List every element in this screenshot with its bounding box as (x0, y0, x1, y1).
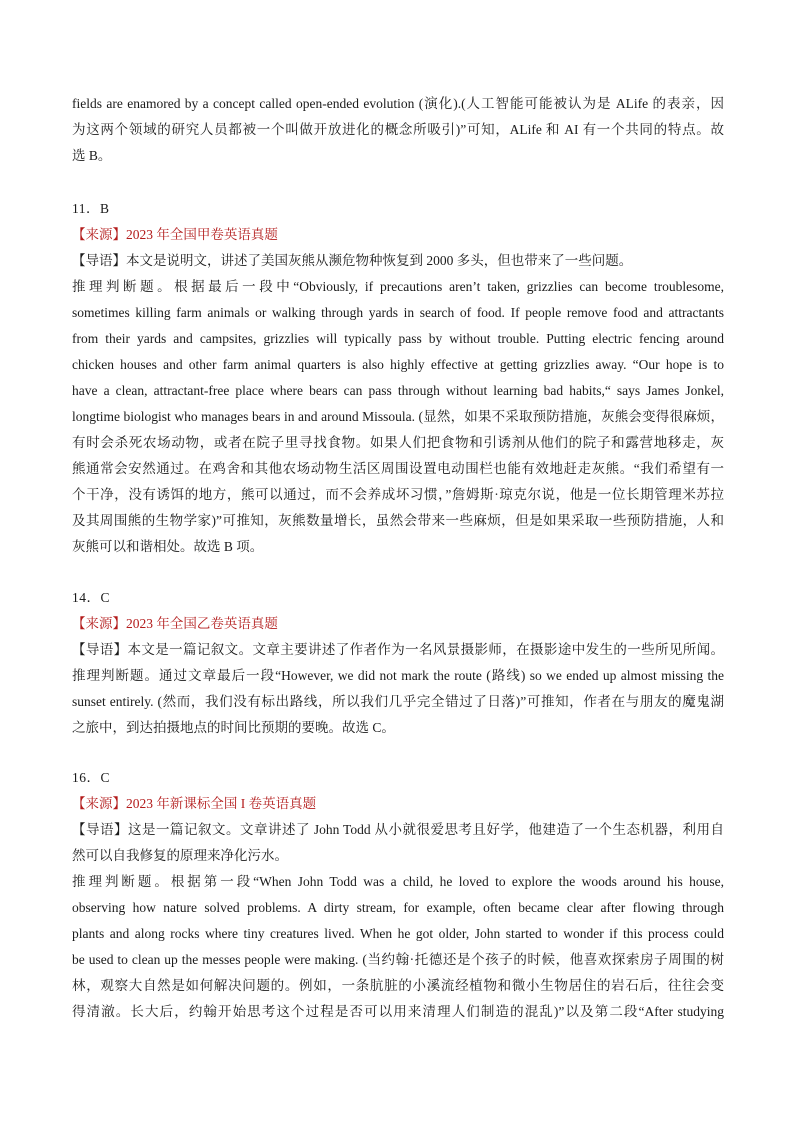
text-line: 【导语】本文是一篇记叙文。文章主要讲述了作者作为一名风景摄影师，在摄影途中发生的一些所见所闻。 (72, 642, 724, 657)
text-line: 个干净，没有诱饵的地方，熊可以通过，而不会养成坏习惯，”詹姆斯·琼克尔说，他是一位长期管理米苏拉 (72, 487, 724, 502)
text-line: sunset entirely. (然而，我们没有标出路线，所以我们几乎完全错过了日落)”可推知，作者在与朋友的魔鬼湖 (72, 694, 724, 709)
text-line: 有时会杀死农场动物，或者在院子里寻找食物。如果人们把食物和引诱剂从他们的院子和露营地移走，灰 (72, 435, 724, 450)
source-line: 【来源】2023 年全国乙卷英语真题 (72, 616, 278, 631)
answer-number: 14．C (72, 590, 111, 605)
text-line: fields are enamored by a concept called open-ended evolution (演化).(人工智能可能被认为是 ALife 的表亲，因 (72, 96, 724, 111)
text-line: 推理判断题。根据最后一段中“Obviously, if precautions aren’t taken, grizzlies can become troublesome, (72, 279, 724, 294)
text-line: from their yards and campsites, grizzlies will typically pass by without trouble. Putting electric fencing around (72, 331, 724, 346)
source-line: 【来源】2023 年全国甲卷英语真题 (72, 227, 278, 242)
answer-number: 11．B (72, 201, 110, 216)
source-line: 【来源】2023 年新课标全国 I 卷英语真题 (72, 796, 317, 811)
text-line: observing how nature solved problems. A dirty stream, for example, often became clear after flowing through (72, 900, 724, 915)
text-line: 为这两个领域的研究人员都被一个叫做开放进化的概念所吸引)”可知，ALife 和 AI 有一个共同的特点。故 (72, 122, 724, 137)
text-line: 推理判断题。根据第一段“When John Todd was a child, he loved to explore the woods around his house, (72, 874, 724, 889)
text-line: 得清澈。长大后，约翰开始思考这个过程是否可以用来清理人们制造的混乱)”以及第二段“After studying (72, 1004, 724, 1019)
intro-section (72, 91, 724, 169)
text-line: 选 B。 (72, 148, 112, 163)
text-line: 【导语】这是一篇记叙文。文章讲述了 John Todd 从小就很爱思考且好学，他建造了一个生态机器，利用自 (72, 822, 724, 837)
text-line: 【导语】本文是说明文，讲述了美国灰熊从濒危物种恢复到 2000 多头，但也带来了一些问题。 (72, 253, 633, 268)
answer-11-section (72, 196, 724, 560)
text-line: 及其周围熊的生物学家)”可推知，灰熊数量增长，虽然会带来一些麻烦，但是如果采取一些预防措施，人和 (72, 513, 724, 528)
text-line: 熊通常会安然通过。在鸡舍和其他农场动物生活区周围设置电动围栏也能有效地赶走灰熊。“我们希望有一 (72, 461, 724, 476)
text-line: 灰熊可以和谐相处。故选 B 项。 (72, 539, 264, 554)
text-line: be used to clean up the messes people were making. (当约翰·托德还是个孩子的时候，他喜欢探索房子周围的树 (72, 952, 724, 967)
text-line: 林，观察大自然是如何解决问题的。例如，一条肮脏的小溪流经植物和微小生物居住的岩石后，往往会变 (72, 978, 724, 993)
answer-14-section (72, 585, 724, 741)
text-line: 然可以自我修复的原理来净化污水。 (72, 848, 288, 863)
text-line: plants and along rocks where tiny creatures lived. When he got older, John started to wonder if this process could (72, 926, 724, 941)
text-line: longtime biologist who manages bears in and around Missoula. (显然，如果不采取预防措施，灰熊会变得很麻烦， (72, 409, 724, 424)
answer-16-section (72, 765, 724, 1025)
text-line: 推理判断题。通过文章最后一段“However, we did not mark the route (路线) so we ended up almost missing the (72, 668, 724, 683)
answer-number: 16．C (72, 770, 111, 785)
text-line: chicken houses and other farm animal quarters is also highly effective at getting grizzlies away. “Our hope is to (72, 357, 724, 372)
text-line: 之旅中，到达拍摄地点的时间比预期的要晚。故选 C。 (72, 720, 395, 735)
text-line: sometimes killing farm animals or walking through yards in search of food. If people remove food and attractants (72, 305, 724, 320)
text-line: have a clean, attractant-free place where bears can pass through without learning bad habits,“ says James Jonkel, (72, 383, 724, 398)
